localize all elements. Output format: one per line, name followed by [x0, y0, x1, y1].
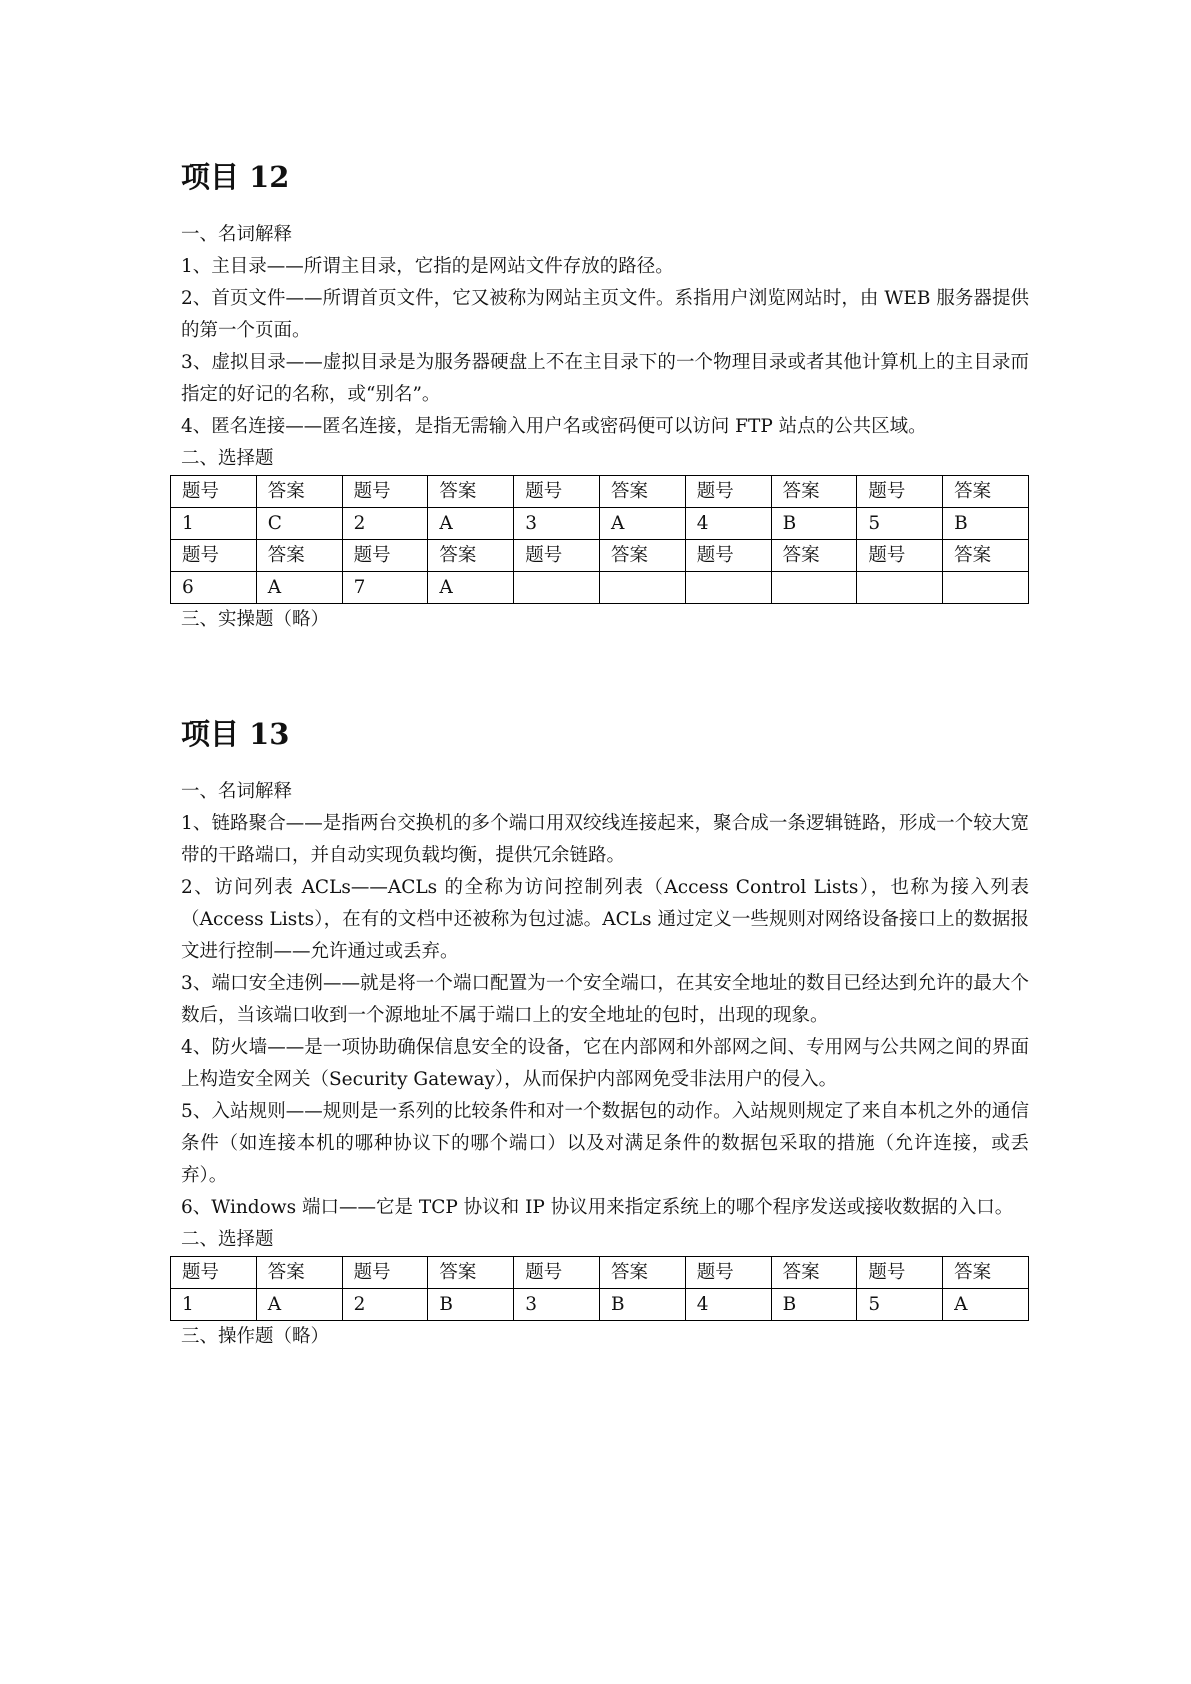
section-heading-practice: 三、实操题（略） — [181, 609, 330, 630]
table-cell: 1 — [171, 508, 257, 540]
table-cell: B — [943, 508, 1029, 540]
table-cell: 题号 — [171, 476, 257, 508]
table-cell: 6 — [171, 572, 257, 604]
table-cell: 2 — [342, 508, 428, 540]
table-cell: 题号 — [857, 540, 943, 572]
table-row — [171, 540, 1029, 572]
table-cell: 题号 — [171, 540, 257, 572]
table-cell: 题号 — [857, 476, 943, 508]
table-cell: 答案 — [943, 1257, 1029, 1289]
table-cell: 答案 — [428, 540, 514, 572]
table-cell: B — [771, 1289, 857, 1321]
table-cell: 题号 — [685, 476, 771, 508]
table-cell: 4 — [685, 1289, 771, 1321]
section-heading-terms: 一、名词解释 — [181, 781, 293, 802]
table-row — [171, 1257, 1029, 1289]
table-cell: 答案 — [256, 476, 342, 508]
table-cell: 答案 — [771, 540, 857, 572]
table-cell: 题号 — [857, 1257, 943, 1289]
table-cell: 答案 — [256, 540, 342, 572]
table-row — [171, 508, 1029, 540]
term-item: 2、首页文件——所谓首页文件，它又被称为网站主页文件。系指用户浏览网站时，由 WEB 服务器提供的第一个页面。 — [181, 288, 1029, 341]
project-12-section — [181, 157, 1029, 636]
table-cell — [771, 572, 857, 604]
term-item: 1、链路聚合——是指两台交换机的多个端口用双绞线连接起来，聚合成一条逻辑链路，形成一个较大宽带的干路端口，并自动实现负载均衡，提供冗余链路。 — [181, 813, 1029, 866]
table-cell: 5 — [857, 508, 943, 540]
table-cell — [685, 572, 771, 604]
table-cell — [943, 572, 1029, 604]
table-cell: 答案 — [428, 1257, 514, 1289]
table-cell: 3 — [514, 508, 600, 540]
table-cell: 答案 — [599, 540, 685, 572]
table-cell: 答案 — [943, 476, 1029, 508]
project-title: 项目 12 — [181, 160, 290, 194]
table-cell: 3 — [514, 1289, 600, 1321]
section-heading-choice: 二、选择题 — [181, 1229, 274, 1250]
term-item: 2、访问列表 ACLs——ACLs 的全称为访问控制列表（Access Control Lists），也称为接入列表（Access Lists），在有的文档中还被称为包过滤。ACLs 通过定义一些规则对网络设备接口上的数据报文进行控制——允许通过或丢弃。 — [181, 877, 1029, 962]
table-cell: 答案 — [943, 540, 1029, 572]
table-cell: 7 — [342, 572, 428, 604]
table-cell: 题号 — [514, 1257, 600, 1289]
table-cell: 答案 — [256, 1257, 342, 1289]
table-cell — [857, 572, 943, 604]
section-heading-choice: 二、选择题 — [181, 448, 274, 469]
table-cell: 答案 — [599, 476, 685, 508]
table-cell: 答案 — [771, 476, 857, 508]
table-cell: A — [256, 1289, 342, 1321]
table-cell: 答案 — [428, 476, 514, 508]
table-cell: A — [943, 1289, 1029, 1321]
table-cell: B — [428, 1289, 514, 1321]
table-cell: 答案 — [599, 1257, 685, 1289]
term-item: 6、Windows 端口——它是 TCP 协议和 IP 协议用来指定系统上的哪个程序发送或接收数据的入口。 — [181, 1197, 1014, 1218]
table-cell: A — [428, 508, 514, 540]
table-row — [171, 476, 1029, 508]
table-cell: B — [599, 1289, 685, 1321]
answer-table — [170, 475, 1029, 604]
table-cell: 2 — [342, 1289, 428, 1321]
table-cell: 题号 — [342, 476, 428, 508]
term-item: 1、主目录——所谓主目录，它指的是网站文件存放的路径。 — [181, 256, 674, 277]
table-cell: 题号 — [685, 540, 771, 572]
table-cell — [599, 572, 685, 604]
section-heading-terms: 一、名词解释 — [181, 224, 293, 245]
table-cell: 题号 — [342, 540, 428, 572]
table-row — [171, 572, 1029, 604]
term-item: 3、端口安全违例——就是将一个端口配置为一个安全端口，在其安全地址的数目已经达到允许的最大个数后，当该端口收到一个源地址不属于端口上的安全地址的包时，出现的现象。 — [181, 973, 1029, 1026]
term-item: 3、虚拟目录——虚拟目录是为服务器硬盘上不在主目录下的一个物理目录或者其他计算机上的主目录而指定的好记的名称，或“别名”。 — [181, 352, 1029, 405]
term-item: 4、匿名连接——匿名连接，是指无需输入用户名或密码便可以访问 FTP 站点的公共区域。 — [181, 416, 927, 437]
table-cell: 答案 — [771, 1257, 857, 1289]
table-cell: A — [428, 572, 514, 604]
table-cell: A — [256, 572, 342, 604]
table-row — [171, 1289, 1029, 1321]
answer-table — [170, 1256, 1029, 1321]
term-item: 5、入站规则——规则是一系列的比较条件和对一个数据包的动作。入站规则规定了来自本机之外的通信条件（如连接本机的哪种协议下的哪个端口）以及对满足条件的数据包采取的措施（允许连接，或丢弃）。 — [181, 1101, 1029, 1186]
section-heading-practice: 三、操作题（略） — [181, 1326, 330, 1347]
table-cell: C — [256, 508, 342, 540]
table-cell: 1 — [171, 1289, 257, 1321]
table-cell: 题号 — [342, 1257, 428, 1289]
table-cell: B — [771, 508, 857, 540]
table-cell — [514, 572, 600, 604]
table-cell: 题号 — [171, 1257, 257, 1289]
table-cell: 题号 — [514, 540, 600, 572]
table-cell: 题号 — [514, 476, 600, 508]
project-13-section — [181, 714, 1029, 1353]
table-cell: A — [599, 508, 685, 540]
table-cell: 4 — [685, 508, 771, 540]
term-item: 4、防火墙——是一项协助确保信息安全的设备，它在内部网和外部网之间、专用网与公共网之间的界面上构造安全网关（Security Gateway），从而保护内部网免受非法用户的侵入。 — [181, 1037, 1029, 1090]
project-title: 项目 13 — [181, 717, 290, 751]
table-cell: 5 — [857, 1289, 943, 1321]
table-cell: 题号 — [685, 1257, 771, 1289]
